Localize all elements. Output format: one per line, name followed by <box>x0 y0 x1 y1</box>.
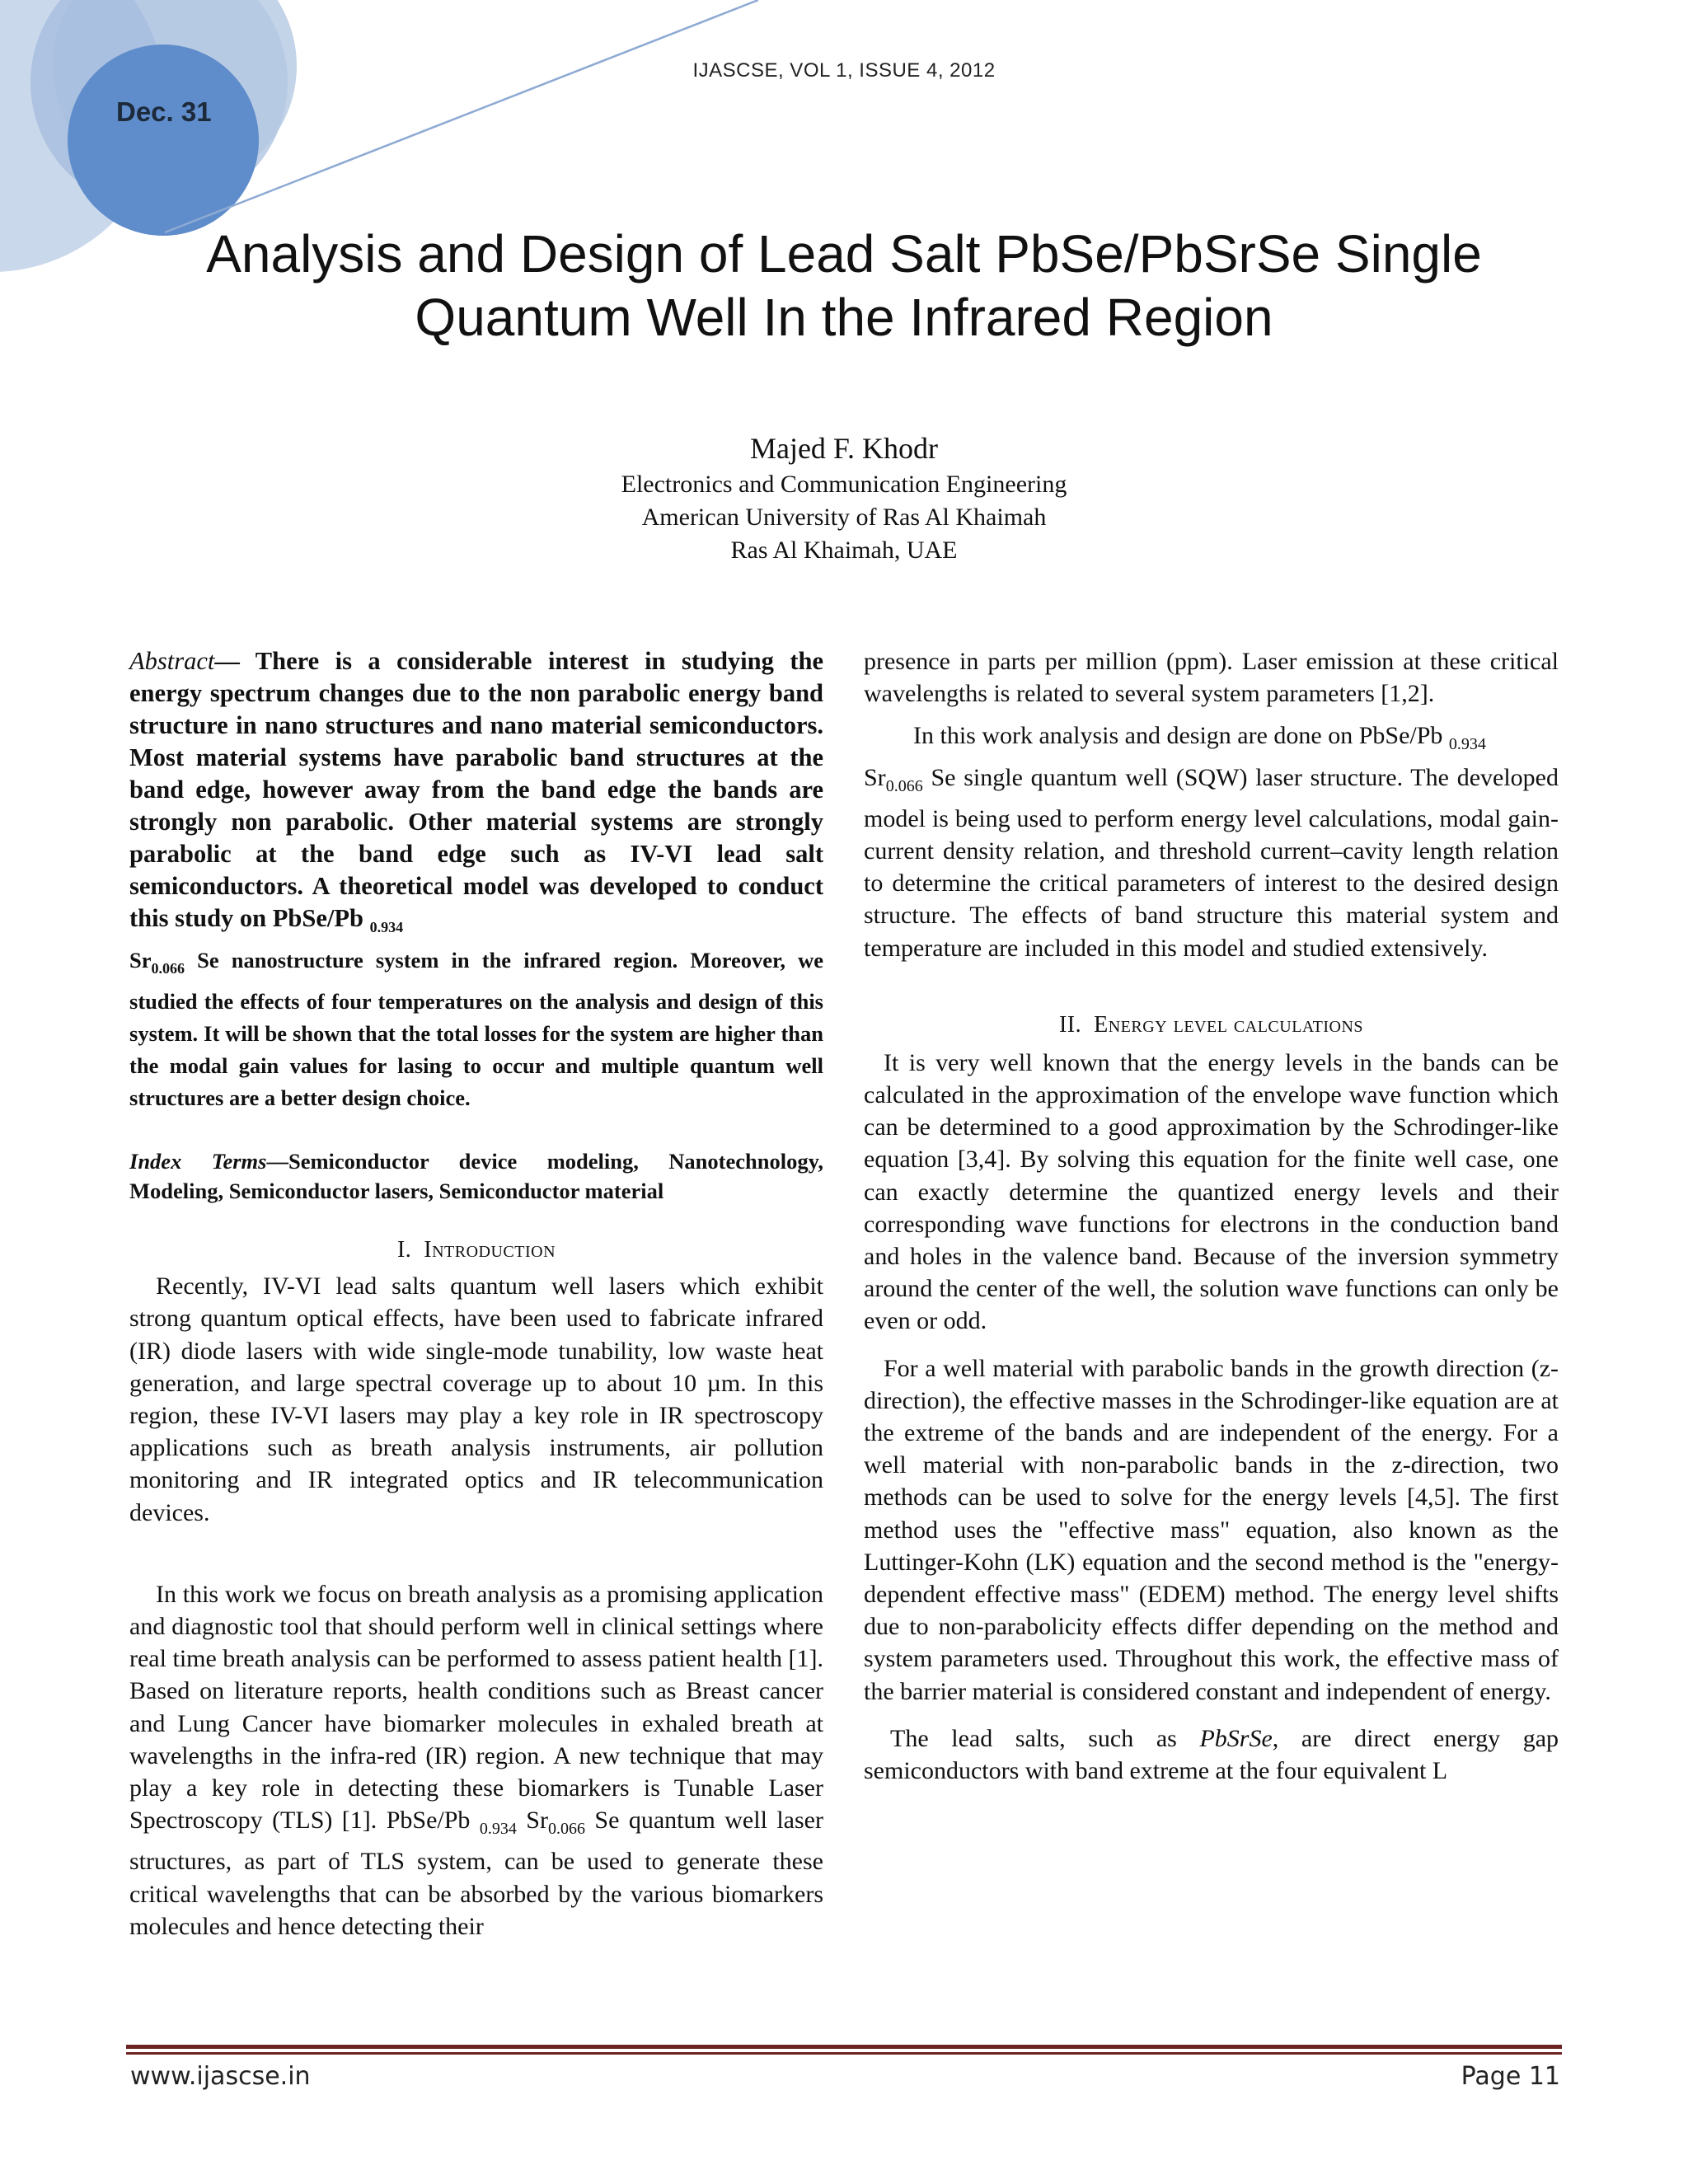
author-location: Ras Al Khaimah, UAE <box>730 537 958 564</box>
intro-2-text-a: In this work we focus on breath analysis as a promising application and diagnostic tool that should perform well in clinical settings where real time breath analysis can be performed to assess patient health [1]. Based on literature reports, health conditions such as Breast cancer and Lung Cancer have biomarker molecules in exhaled breath at wavelengths in the infra-red (IR) region. A new technique that may play a key role in detecting these biomarkers is Tunable Laser Spectroscopy (TLS) [1]. PbSe/Pb <box>129 1580 823 1835</box>
left-column <box>129 645 823 1943</box>
abstract-text-a: There is a considerable interest in studying the energy spectrum changes due to the non parabolic energy band structure in nano structures and nano material semiconductors. Most material systems have parabolic band structures at the band edge, however away from the band edge the bands are strongly non parabolic. Other material systems are strongly parabolic at the band edge such as IV-VI lead salt semiconductors. A theoretical model was developed to conduct this study on <box>129 647 823 932</box>
title-line-2: Quantum Well In the Infrared Region <box>415 288 1273 347</box>
author-name: Majed F. Khodr <box>749 432 939 465</box>
right-2-sub-2: 0.066 <box>885 776 923 795</box>
intro-2-sub-1: 0.934 <box>479 1820 517 1839</box>
author-department: Electronics and Communication Engineering <box>621 471 1067 498</box>
journal-header: IJASCSE, VOL 1, ISSUE 4, 2012 <box>692 59 996 82</box>
right-column <box>864 645 1559 1787</box>
section-2-title: Energy level calculations <box>1094 1011 1364 1038</box>
right-2-sr: Sr <box>864 763 886 791</box>
intro-2-sub-2: 0.066 <box>547 1820 585 1839</box>
footer-page-number: Page 11 <box>1461 2062 1560 2091</box>
right-paragraph-2 <box>864 719 1559 963</box>
section-2-number: II. <box>1058 1011 1082 1038</box>
paper-title <box>140 223 1548 349</box>
abstract-label: Abstract <box>129 647 215 675</box>
section-heading-introduction <box>129 1237 823 1263</box>
intro-paragraph-2 <box>129 1578 823 1943</box>
energy-paragraph-2: For a well material with parabolic bands in the growth direction (z-direction), the effective masses in the Schrodinger-like equation are at the extreme of the bands and are independent of the energy. For a well material with non-parabolic bands in the z-direction, two methods can be used to solve for the energy levels [4,5]. The first method uses the "effective mass" equation, also known as the Luttinger-Kohn (LK) equation and the second method is the "energy-dependent effective mass" (EDEM) method. The energy level shifts due to non-parabolicity effects differ depending on the method and system parameters used. Throughout this work, the effective mass of the barrier material is considered constant and independent of energy. <box>864 1354 1559 1705</box>
energy-paragraph-1: It is very well known that the energy levels in the bands can be calculated in the approximation of the envelope wave function which can be determined to a good approximation by the Schrodinger-like equation [3,4]. By solving this equation for the finite well case, one can exactly determine the quantized energy levels and their corresponding wave functions for electrons in the conduction band and holes in the valence band. Because of the inversion symmetry around the center of the well, the solution wave functions can only be even or odd. <box>864 1048 1559 1335</box>
right-2-sub-1: 0.934 <box>1448 735 1486 754</box>
intro-paragraph-1: Recently, IV-VI lead salts quantum well lasers which exhibit strong quantum optical effects, have been used to fabricate infrared (IR) diode lasers with wide single-mode tunability, low waste heat generation, and large spectral coverage up to about 10 µm. In this region, these IV-VI lasers may play a key role in IR spectroscopy applications such as breath analysis instruments, air pollution monitoring and IR integrated optics and IR telecommunication devices. <box>129 1272 823 1526</box>
intro-2-sr: Sr <box>516 1807 548 1835</box>
right-paragraph-1: presence in parts per million (ppm). Laser emission at these critical wavelengths is related to several system parameters [1,2]. <box>864 648 1559 708</box>
energy-3-text-a: The lead salts, such as <box>890 1724 1200 1752</box>
energy-3-italic: PbSrSe <box>1199 1724 1273 1752</box>
footer-rule-thick <box>126 2045 1562 2049</box>
abstract-dash: — <box>214 647 240 675</box>
section-heading-energy-levels <box>864 1012 1559 1038</box>
index-terms <box>129 1146 823 1206</box>
right-2-text-a: In this work analysis and design are done on PbSe/Pb <box>913 722 1449 750</box>
index-terms-text: —Semiconductor device modeling, Nanotechnology, Modeling, Semiconductor lasers, Semiconductor material <box>129 1149 823 1204</box>
right-2-text-b: Se single quantum well (SQW) laser structure. The developed model is being used to perform energy level calculations, modal gain-current density relation, and threshold current–cavity length relation to determine the critical parameters of interest to the desired design structure. The effects of band structure this material system and temperature are included in this model and studied extensively. <box>864 763 1559 962</box>
footer-rule-thin <box>126 2052 1562 2055</box>
abstract-pb: PbSe/Pb <box>272 904 370 932</box>
date-badge: Dec. 31 <box>116 96 212 127</box>
index-terms-label: Index Terms <box>129 1149 267 1174</box>
abstract-sr: Sr <box>129 948 152 973</box>
author-block <box>0 429 1688 567</box>
energy-paragraph-3 <box>864 1722 1559 1787</box>
intro-2-text-b: Se quantum well laser structures, as part of TLS system, can be used to generate these critical wavelengths that can be absorbed by the various biomarkers molecules and hence detecting their <box>129 1807 823 1940</box>
abstract <box>129 645 823 1113</box>
section-1-title: Introduction <box>424 1237 556 1263</box>
title-line-1: Analysis and Design of Lead Salt PbSe/PbSrSe Single <box>206 224 1482 284</box>
section-1-number: I. <box>396 1237 412 1263</box>
abstract-sub-1: 0.934 <box>369 919 404 936</box>
author-university: American University of Ras Al Khaimah <box>641 504 1047 531</box>
abstract-sub-2: 0.066 <box>151 960 185 977</box>
energy-3-text-b: , are direct energy gap semiconductors with band extreme at the four equivalent L <box>864 1724 1559 1785</box>
footer-website: www.ijascse.in <box>130 2062 311 2091</box>
abstract-text-b: Se nanostructure system in the infrared region. Moreover, we studied the effects of four temperatures on the analysis and design of this system. It will be shown that the total losses for the system are higher than the modal gain values for lasing to occur and multiple quantum well structures are a better design choice. <box>129 948 823 1111</box>
